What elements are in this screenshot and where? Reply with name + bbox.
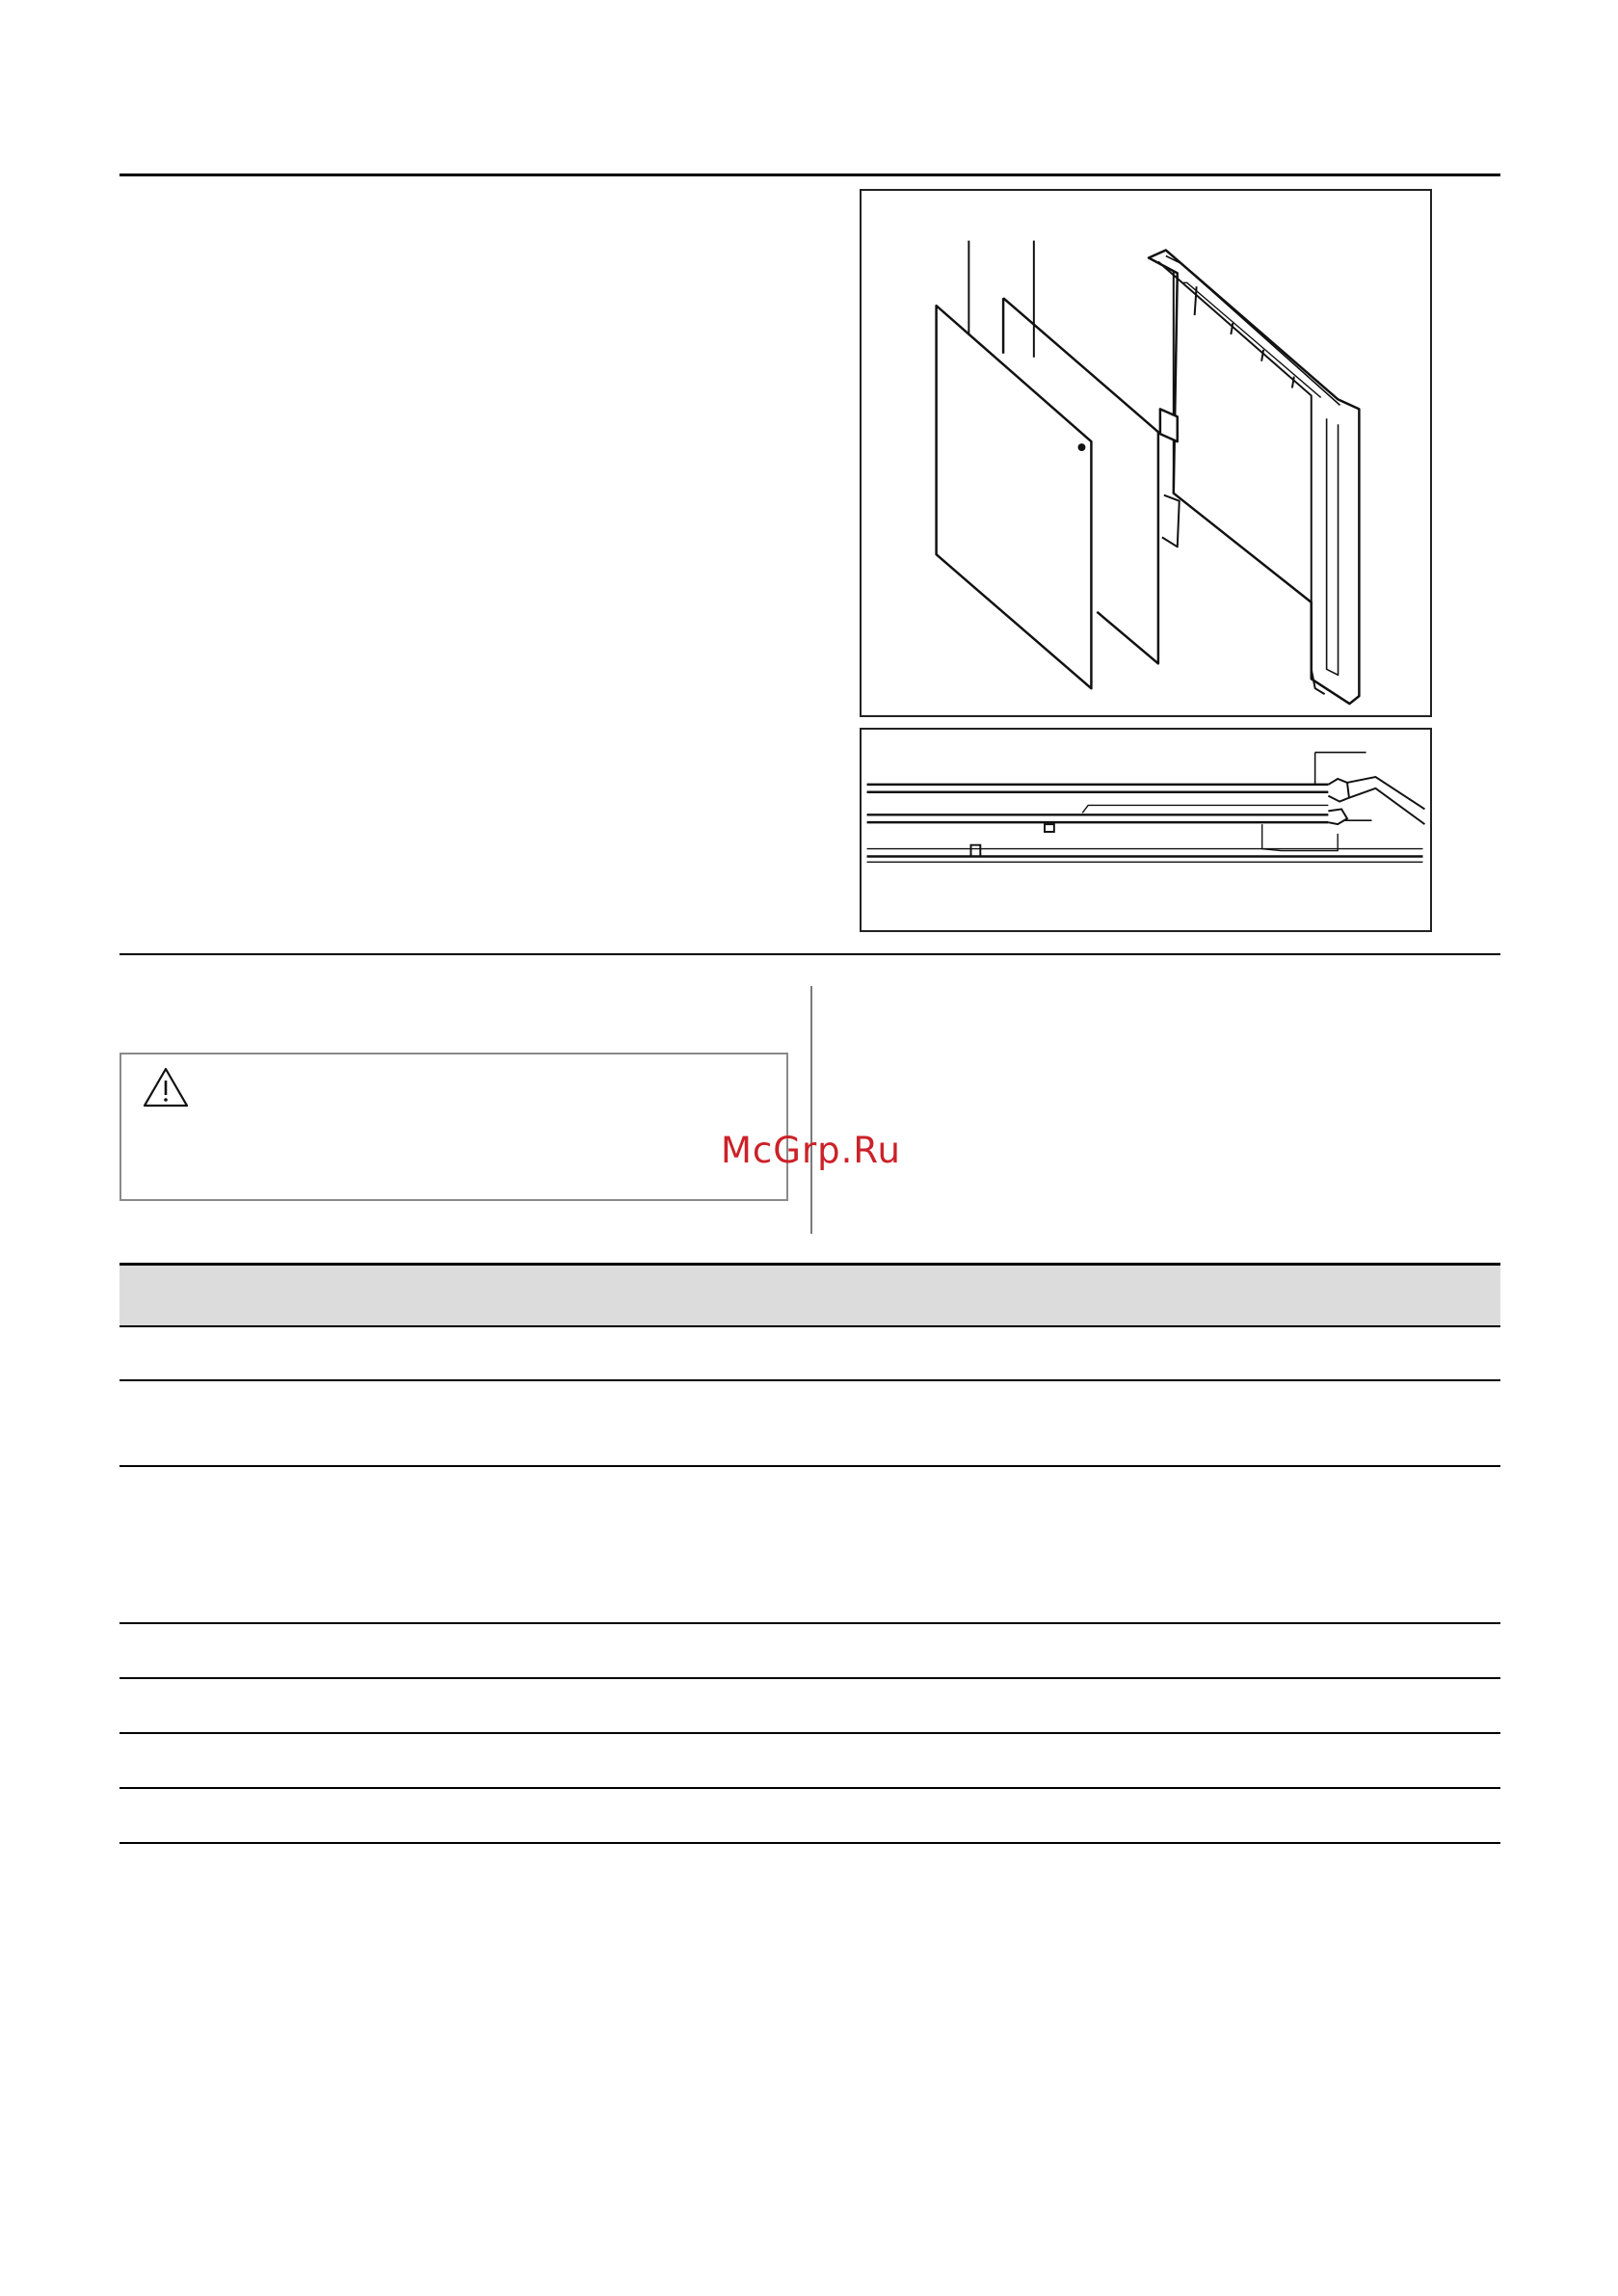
glass-seal-section-drawing xyxy=(862,730,1430,930)
warning-triangle-icon xyxy=(143,1066,189,1108)
table-row-rule xyxy=(119,1325,1500,1327)
seal-profile-bottom xyxy=(1328,809,1347,824)
door-glass-exploded-drawing xyxy=(862,191,1430,715)
section-rule xyxy=(119,953,1500,955)
door-frame-side-rail xyxy=(1327,418,1339,675)
table-row-rule xyxy=(119,1379,1500,1381)
pane-fixing-dot xyxy=(1078,443,1086,451)
door-frame-top-trim xyxy=(1166,256,1340,406)
table-row-rule xyxy=(119,1732,1500,1734)
table-bottom-rule xyxy=(119,1842,1500,1844)
seal-profile-top xyxy=(1328,779,1349,802)
fixing-clip xyxy=(1045,824,1054,832)
inner-trim-line xyxy=(1082,805,1328,813)
door-frame-outline xyxy=(1149,251,1359,705)
table-row-rule xyxy=(119,1622,1500,1624)
table-row-rule xyxy=(119,1677,1500,1679)
glass-seal-section-figure xyxy=(860,728,1432,932)
door-glass-exploded-figure xyxy=(860,189,1432,717)
column-divider xyxy=(810,986,812,1234)
table-header-row xyxy=(119,1266,1500,1325)
warning-box xyxy=(119,1053,788,1201)
front-glass-pane xyxy=(937,306,1092,688)
table-row-rule xyxy=(119,1465,1500,1467)
bracket-profile xyxy=(1262,824,1338,850)
door-frame-top-strip xyxy=(1183,282,1321,397)
frame-inner-edge xyxy=(1349,788,1424,824)
top-rule xyxy=(119,174,1500,176)
hinge-bracket-lower xyxy=(1162,495,1180,547)
retainer-tab xyxy=(970,845,980,857)
frame-outer-edge xyxy=(1347,777,1424,809)
watermark-text: McGrp.Ru xyxy=(721,1130,901,1171)
table-row-rule xyxy=(119,1787,1500,1789)
door-frame-corner xyxy=(1312,669,1325,694)
